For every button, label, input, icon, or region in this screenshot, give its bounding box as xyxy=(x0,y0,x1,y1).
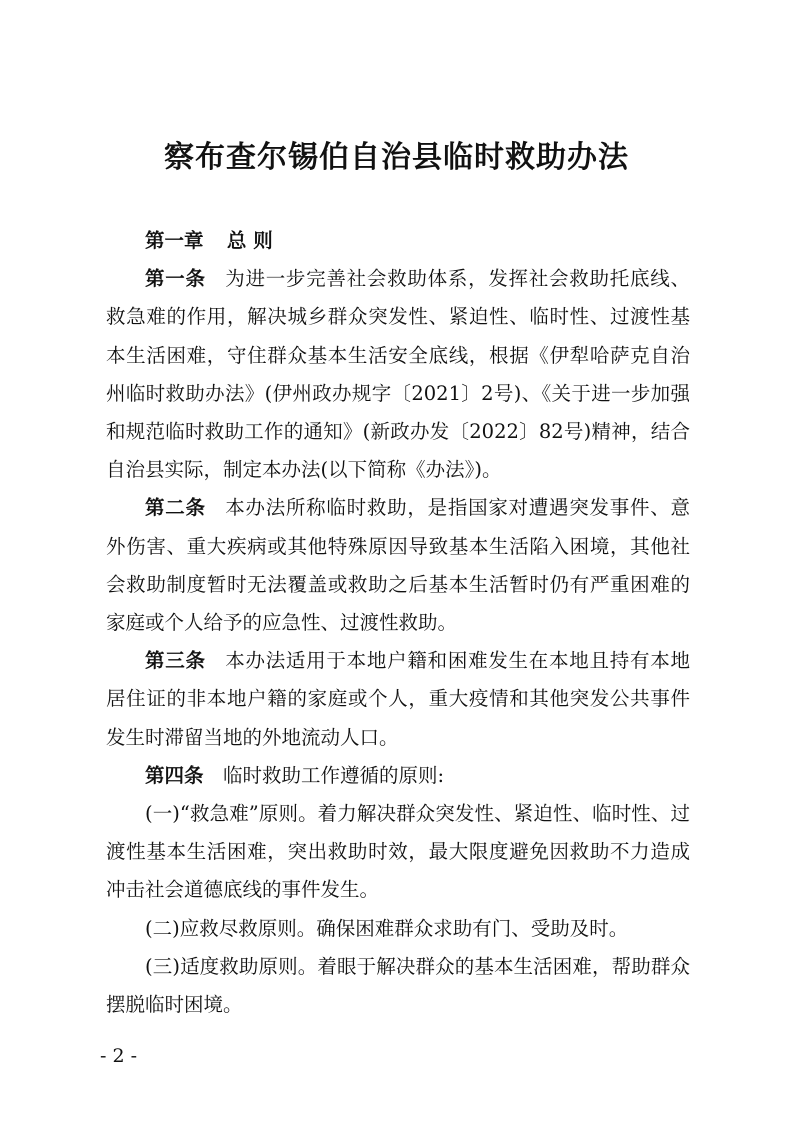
chapter-name: 总 则 xyxy=(226,229,273,252)
article-4 xyxy=(106,757,690,795)
article-1 xyxy=(106,260,690,489)
document-title: 察布查尔锡伯自治县临时救助办法 xyxy=(164,140,629,175)
principle-2: (二)应救尽救原则。确保困难群众求助有门、受助及时。 xyxy=(145,916,629,940)
article-3-text: 本办法适用于本地户籍和困难发生在本地且持有本地居住证的非本地户籍的家庭或个人，重大疫情和其他突发公共事件发生时滞留当地的外地流动人口。 xyxy=(106,649,690,749)
chapter-heading xyxy=(106,222,690,260)
article-1-text: 为进一步完善社会救助体系，发挥社会救助托底线、救急难的作用，解决城乡群众突发性、紧迫性、临时性、过渡性基本生活困难，守住群众基本生活安全底线，根据《伊犁哈萨克自治州临时救助办法》(伊州政办规字〔2021〕2号)、《关于进一步加强和规范临时救助工作的通知》(新政办发〔2022〕82号)精神，结合自治县实际，制定本办法(以下简称《办法》)。 xyxy=(106,267,690,482)
document-body xyxy=(106,222,690,1024)
chapter-label: 第一章 xyxy=(145,229,204,252)
principle-1: (一)“救急难”原则。着力解决群众突发性、紧迫性、临时性、过渡性基本生活困难，突出救助时效，最大限度避免因救助不力造成冲击社会道德底线的事件发生。 xyxy=(106,802,690,902)
article-2-label: 第二条 xyxy=(145,496,206,520)
article-4-label: 第四条 xyxy=(145,763,204,787)
article-4-text: 临时救助工作遵循的原则: xyxy=(223,763,445,787)
article-2-text: 本办法所称临时救助，是指国家对遭遇突发事件、意外伤害、重大疾病或其他特殊原因导致基本生活陷入困境，其他社会救助制度暂时无法覆盖或救助之后基本生活暂时仍有严重困难的家庭或个人给予的应急性、过渡性救助。 xyxy=(106,496,690,635)
article-3 xyxy=(106,642,690,757)
article-1-label: 第一条 xyxy=(145,267,206,291)
article-3-label: 第三条 xyxy=(145,649,206,673)
page-number: - 2 - xyxy=(100,1045,138,1067)
article-2 xyxy=(106,489,690,642)
principle-3: (三)适度救助原则。着眼于解决群众的基本生活困难，帮助群众摆脱临时困境。 xyxy=(106,954,690,1017)
